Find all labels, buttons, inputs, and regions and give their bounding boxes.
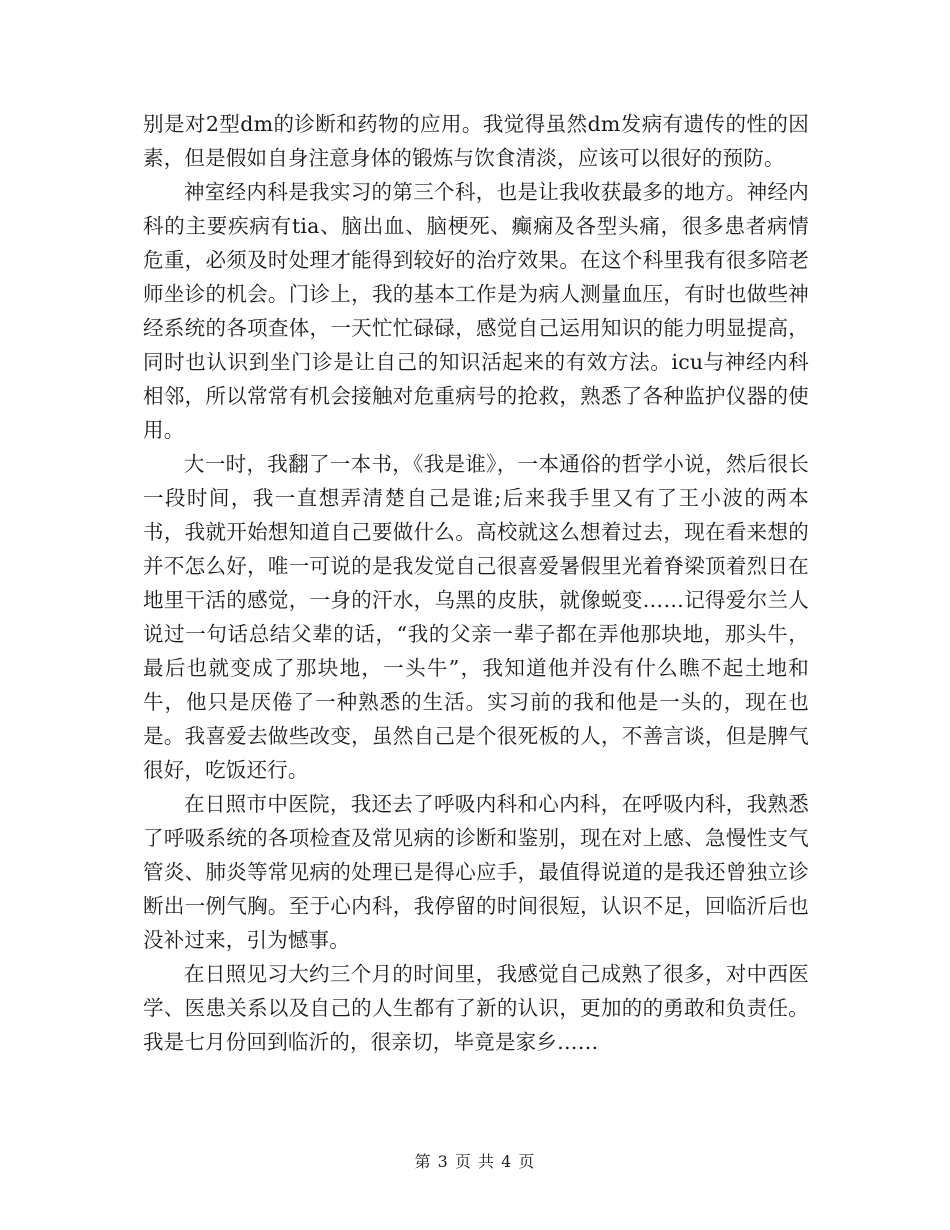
paragraph-reflection: 大一时，我翻了一本书，《我是谁》，一本通俗的哲学小说，然后很长一段时间，我一直想弄清楚自己是谁;后来我手里又有了王小波的两本书，我就开始想知道自己要做什么。高校就这么想着过去，现在看来想的并不怎么好，唯一可说的是我发觉自己很喜爱暑假里光着脊梁顶着烈日在地里干活的感觉，一身的汗水，乌黑的皮肤，就像蜕变……记得爱尔兰人说过一句话总结父辈的话，“我的父亲一辈子都在弄他那块地，那头牛，最后也就变成了那块地，一头牛”，我知道他并没有什么瞧不起土地和牛，他只是厌倦了一种熟悉的生活。实习前的我和他是一头的，现在也是。我喜爱去做些改变，虽然自己是个很死板的人，不善言谈，但是脾气很好，吃饭还行。 — [143, 452, 809, 782]
paragraph-respiratory: 在日照市中医院，我还去了呼吸内科和心内科，在呼吸内科，我熟悉了呼吸系统的各项检查及常见病的诊断和鉴别，现在对上感、急慢性支气管炎、肺炎等常见病的处理已是得心应手，最值得说道的是我还曾独立诊断出一例气胸。至于心内科，我停留的时间很短，认识不足，回临沂后也没补过来，引为憾事。 — [143, 792, 809, 952]
paragraph-continuation: 别是对2型dm的诊断和药物的应用。我觉得虽然dm发病有遗传的性的因素，但是假如自身注意身体的锻炼与饮食清淡，应该可以很好的预防。 — [143, 112, 809, 170]
document-body — [143, 107, 809, 1059]
paragraph-neurology: 神室经内科是我实习的第三个科，也是让我收获最多的地方。神经内科的主要疾病有tia、脑出血、脑梗死、癫痫及各型头痛，很多患者病情危重，必须及时处理才能得到较好的治疗效果。在这个科里我有很多陪老师坐诊的机会。门诊上，我的基本工作是为病人测量血压，有时也做些神经系统的各项查体，一天忙忙碌碌，感觉自己运用知识的能力明显提高，同时也认识到坐门诊是让自己的知识活起来的有效方法。icu与神经内科相邻，所以常常有机会接触对危重病号的抢救，熟悉了各种监护仪器的使用。 — [143, 180, 809, 442]
paragraph-summary: 在日照见习大约三个月的时间里，我感觉自己成熟了很多，对中西医学、医患关系以及自己的人生都有了新的认识，更加的的勇敢和负责任。我是七月份回到临沂的，很亲切，毕竟是家乡…… — [143, 962, 809, 1054]
page-number-footer: 第 3 页 共 4 页 — [414, 1152, 536, 1171]
